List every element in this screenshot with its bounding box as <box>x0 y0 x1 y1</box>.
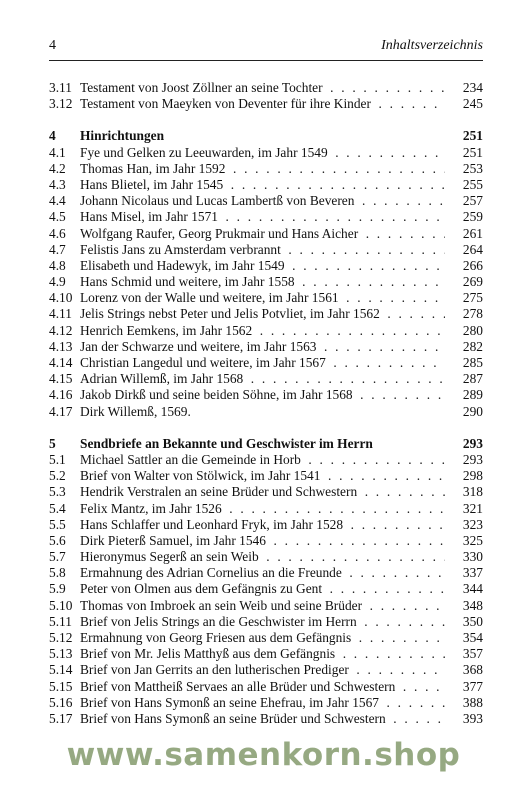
entry-title: Adrian Willemß, im Jahr 1568 <box>80 371 244 387</box>
entry-title-wrap <box>80 96 445 112</box>
entry-title: Hans Schlaffer und Leonhard Fryk, im Jahr 1528 <box>80 516 344 532</box>
entry-number: 4.9 <box>49 274 66 290</box>
entry-title: Michael Sattler an die Gemeinde in Horb <box>80 451 301 467</box>
entry-page: 245 <box>462 96 483 112</box>
entry-number: 5.17 <box>49 710 73 726</box>
entry-page: 269 <box>462 274 483 290</box>
toc-entry-row <box>49 501 483 517</box>
entry-number: 4.11 <box>49 306 72 322</box>
entry-number: 5.4 <box>49 500 66 516</box>
entry-title-wrap <box>80 404 445 420</box>
entry-page: 323 <box>462 516 483 532</box>
toc-entry-row <box>49 242 483 258</box>
entry-page: 259 <box>462 209 483 225</box>
toc-entry-row <box>49 80 483 96</box>
entry-page: 344 <box>462 581 483 597</box>
entry-page: 289 <box>462 387 483 403</box>
entry-page: 285 <box>462 355 483 370</box>
chapter-number: 4 <box>49 128 56 144</box>
chapter-number: 5 <box>49 435 56 451</box>
entry-number: 5.3 <box>49 484 66 500</box>
entry-number: 5.7 <box>49 549 66 565</box>
entry-title: Testament von Maeyken von Deventer für ihre Kinder <box>80 96 371 112</box>
entry-number: 5.16 <box>49 694 73 710</box>
entry-title-wrap <box>80 161 445 177</box>
toc-entry-row <box>49 484 483 500</box>
entry-page: 257 <box>462 193 483 209</box>
chapter-page: 293 <box>462 435 483 451</box>
entry-title-wrap <box>80 517 445 533</box>
entry-title: Elisabeth und Hadewyk, im Jahr 1549 <box>80 257 285 273</box>
chapter-title-wrap <box>80 128 445 144</box>
entry-title: Felix Mantz, im Jahr 1526 <box>80 500 222 516</box>
chapter-title: Sendbriefe an Bekannte und Geschwister im Herrn <box>80 435 373 451</box>
entry-page: 393 <box>462 710 483 726</box>
entry-title: Thomas von Imbroek an sein Weib und seine Brüder <box>80 597 363 613</box>
chapter-title: Hinrichtungen <box>80 128 165 144</box>
toc-entry-row <box>49 306 483 322</box>
entry-number: 4.14 <box>49 355 73 370</box>
entry-number: 4.16 <box>49 387 73 403</box>
entry-title-wrap <box>80 533 445 549</box>
toc-entry-row <box>49 258 483 274</box>
entry-title-wrap <box>80 614 445 630</box>
page-header <box>49 38 483 58</box>
toc-entry-row <box>49 339 483 355</box>
section-spacer <box>49 420 483 436</box>
entry-number: 3.11 <box>49 80 72 95</box>
toc-entry-row <box>49 226 483 242</box>
entry-number: 5.10 <box>49 597 73 613</box>
entry-number: 4.1 <box>49 144 66 160</box>
entry-number: 5.11 <box>49 613 72 629</box>
entry-page: 290 <box>462 403 483 419</box>
section-spacer <box>49 112 483 128</box>
toc-entry-row <box>49 468 483 484</box>
entry-title-wrap <box>80 501 445 517</box>
entry-title: Dirk Pieterß Samuel, im Jahr 1546 <box>80 532 266 548</box>
entry-title-wrap <box>80 339 445 355</box>
entry-number: 4.12 <box>49 322 73 338</box>
entry-title: Peter von Olmen aus dem Gefängnis zu Gent <box>80 581 323 597</box>
entry-number: 5.15 <box>49 678 73 694</box>
entry-title-wrap <box>80 226 445 242</box>
entry-title: Hans Misel, im Jahr 1571 <box>80 209 218 225</box>
entry-number: 4.17 <box>49 403 73 419</box>
entry-title: Hans Schmid und weitere, im Jahr 1558 <box>80 274 295 290</box>
toc-entry-row <box>49 145 483 161</box>
chapter-title-wrap <box>80 436 445 452</box>
entry-page: 298 <box>462 468 483 484</box>
entry-number: 5.12 <box>49 630 73 645</box>
entry-page: 234 <box>462 80 483 95</box>
entry-page: 330 <box>462 549 483 565</box>
entry-title: Brief von Jan Gerrits an den lutherischen Prediger <box>80 662 349 678</box>
entry-title-wrap <box>80 679 445 695</box>
table-of-contents <box>49 80 483 727</box>
toc-entry-row <box>49 355 483 371</box>
entry-title-wrap <box>80 630 445 646</box>
entry-page: 321 <box>462 500 483 516</box>
toc-entry-row <box>49 662 483 678</box>
entry-number: 4.10 <box>49 290 73 306</box>
entry-title: Wolfgang Raufer, Georg Prukmair und Hans Aicher <box>80 225 359 241</box>
toc-entry-row <box>49 581 483 597</box>
toc-entry-row <box>49 387 483 403</box>
entry-page: 337 <box>462 565 483 581</box>
entry-title: Christian Langedul und weitere, im Jahr 1567 <box>80 355 326 370</box>
toc-entry-row <box>49 177 483 193</box>
toc-entry-row <box>49 193 483 209</box>
entry-page: 278 <box>462 306 483 322</box>
toc-entry-row <box>49 209 483 225</box>
toc-chapter-row <box>49 436 483 452</box>
entry-page: 357 <box>462 646 483 662</box>
toc-entry-row <box>49 452 483 468</box>
toc-entry-row <box>49 679 483 695</box>
toc-entry-row <box>49 646 483 662</box>
header-rule <box>49 60 483 61</box>
entry-title-wrap <box>80 145 445 161</box>
entry-number: 5.5 <box>49 516 66 532</box>
entry-page: 388 <box>462 694 483 710</box>
entry-page: 368 <box>462 662 483 678</box>
entry-title-wrap <box>80 371 445 387</box>
entry-page: 293 <box>462 451 483 467</box>
entry-page: 325 <box>462 532 483 548</box>
entry-title: Fye und Gelken zu Leeuwarden, im Jahr 1549 <box>80 144 328 160</box>
entry-title: Lorenz von der Walle und weitere, im Jahr 1561 <box>80 290 339 306</box>
entry-number: 5.8 <box>49 565 66 581</box>
entry-page: 266 <box>462 257 483 273</box>
toc-entry-row <box>49 565 483 581</box>
entry-page: 255 <box>462 176 483 192</box>
entry-title: Jakob Dirkß und seine beiden Söhne, im Jahr 1568 <box>80 387 353 403</box>
entry-title: Ermahnung des Adrian Cornelius an die Freunde <box>80 565 342 581</box>
entry-title: Jelis Strings nebst Peter und Jelis Potvliet, im Jahr 1562 <box>80 306 380 322</box>
entry-page: 287 <box>462 371 483 387</box>
entry-title: Brief von Mr. Jelis Matthyß aus dem Gefängnis <box>80 646 336 662</box>
watermark-url: www.samenkorn.shop <box>66 737 461 773</box>
entry-page: 261 <box>462 225 483 241</box>
entry-number: 5.14 <box>49 662 73 678</box>
toc-entry-row <box>49 290 483 306</box>
entry-title-wrap <box>80 646 445 662</box>
entry-page: 280 <box>462 322 483 338</box>
entry-title-wrap <box>80 468 445 484</box>
entry-title-wrap <box>80 695 445 711</box>
entry-page: 251 <box>462 144 483 160</box>
entry-page: 318 <box>462 484 483 500</box>
entry-number: 5.9 <box>49 581 66 597</box>
entry-title-wrap <box>80 323 445 339</box>
entry-title: Brief von Mattheiß Servaes an alle Brüder und Schwestern <box>80 678 396 694</box>
entry-title-wrap <box>80 177 445 193</box>
entry-title-wrap <box>80 711 445 727</box>
entry-title: Dirk Willemß, 1569. <box>80 403 191 419</box>
entry-title: Hieronymus Segerß an sein Weib <box>80 549 259 565</box>
entry-number: 4.4 <box>49 193 66 209</box>
entry-title-wrap <box>80 209 445 225</box>
entry-title-wrap <box>80 242 445 258</box>
entry-page: 377 <box>462 678 483 694</box>
entry-title: Ermahnung von Georg Friesen aus dem Gefängnis <box>80 630 352 645</box>
entry-title-wrap <box>80 290 445 306</box>
entry-title-wrap <box>80 452 445 468</box>
toc-entry-row <box>49 614 483 630</box>
chapter-page: 251 <box>462 128 483 144</box>
entry-title-wrap <box>80 662 445 678</box>
toc-entry-row <box>49 517 483 533</box>
entry-page: 354 <box>462 630 483 645</box>
entry-title-wrap <box>80 306 445 322</box>
entry-number: 4.8 <box>49 257 66 273</box>
entry-title-wrap <box>80 274 445 290</box>
entry-title-wrap <box>80 581 445 597</box>
toc-entry-row <box>49 630 483 646</box>
entry-title: Felistis Jans zu Amsterdam verbrannt <box>80 241 281 257</box>
toc-entry-row <box>49 404 483 420</box>
entry-number: 4.7 <box>49 241 66 257</box>
toc-entry-row <box>49 323 483 339</box>
entry-number: 4.3 <box>49 176 66 192</box>
entry-page: 264 <box>462 241 483 257</box>
toc-entry-row <box>49 533 483 549</box>
entry-number: 4.15 <box>49 371 73 387</box>
entry-page: 282 <box>462 338 483 354</box>
entry-title: Johann Nicolaus und Lucas Lambertß von Beveren <box>80 193 355 209</box>
toc-entry-row <box>49 371 483 387</box>
entry-number: 5.2 <box>49 468 66 484</box>
entry-title: Thomas Han, im Jahr 1592 <box>80 160 226 176</box>
entry-number: 5.6 <box>49 532 66 548</box>
entry-number: 5.13 <box>49 646 73 662</box>
entry-title: Hans Blietel, im Jahr 1545 <box>80 176 224 192</box>
entry-title: Testament von Joost Zöllner an seine Tochter <box>80 80 323 95</box>
toc-chapter-row <box>49 128 483 144</box>
toc-entry-row <box>49 274 483 290</box>
entry-title-wrap <box>80 549 445 565</box>
entry-title-wrap <box>80 193 445 209</box>
toc-entry-row <box>49 549 483 565</box>
toc-entry-row <box>49 96 483 112</box>
entry-title-wrap <box>80 80 445 96</box>
entry-title-wrap <box>80 598 445 614</box>
entry-title: Hendrik Verstralen an seine Brüder und Schwestern <box>80 484 358 500</box>
entry-title-wrap <box>80 258 445 274</box>
entry-title: Jan der Schwarze und weitere, im Jahr 1563 <box>80 338 317 354</box>
toc-entry-row <box>49 161 483 177</box>
entry-title-wrap <box>80 565 445 581</box>
toc-entry-row <box>49 711 483 727</box>
entry-number: 4.6 <box>49 225 66 241</box>
entry-number: 5.1 <box>49 451 66 467</box>
entry-title: Brief von Walter von Stölwick, im Jahr 1541 <box>80 468 321 484</box>
toc-entry-row <box>49 695 483 711</box>
entry-page: 275 <box>462 290 483 306</box>
entry-title-wrap <box>80 387 445 403</box>
entry-number: 3.12 <box>49 96 73 112</box>
entry-title: Brief von Hans Symonß an seine Ehefrau, im Jahr 1567 <box>80 694 379 710</box>
entry-page: 348 <box>462 597 483 613</box>
entry-number: 4.2 <box>49 160 66 176</box>
entry-page: 350 <box>462 613 483 629</box>
entry-title: Brief von Hans Symonß an seine Brüder und Schwestern <box>80 710 386 726</box>
entry-number: 4.5 <box>49 209 66 225</box>
toc-entry-row <box>49 598 483 614</box>
entry-number: 4.13 <box>49 338 73 354</box>
page-number: 4 <box>49 38 56 53</box>
entry-title-wrap <box>80 355 445 371</box>
entry-title: Brief von Jelis Strings an die Geschwister im Herrn <box>80 613 357 629</box>
entry-page: 253 <box>462 160 483 176</box>
entry-title: Henrich Eemkens, im Jahr 1562 <box>80 322 253 338</box>
running-title: Inhaltsverzeichnis <box>381 38 483 53</box>
entry-title-wrap <box>80 484 445 500</box>
